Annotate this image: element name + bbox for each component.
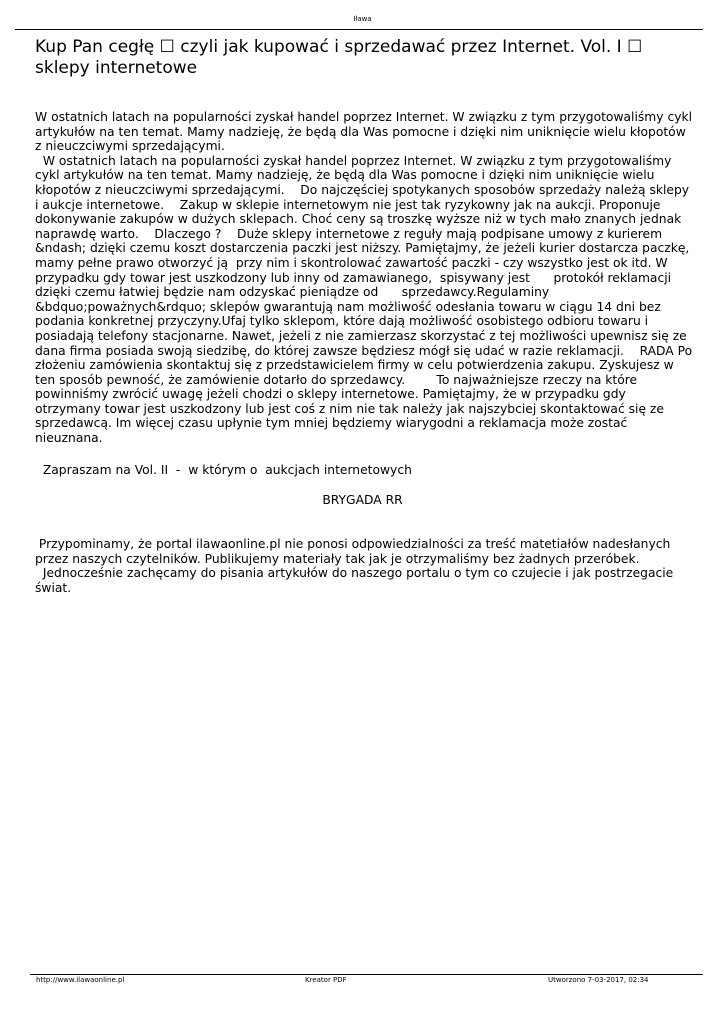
header-site-name: Iława bbox=[353, 15, 372, 23]
disclaimer-line: Jednocześnie zachęcamy do pisania artykułów do naszego portalu o tym co czujecie i jak postrzegacie świat. bbox=[35, 566, 678, 595]
footer-generator: Kreator PDF bbox=[305, 976, 347, 984]
article-title: Kup Pan cegłę ☐ czyli jak kupować i sprzedawać przez Internet. Vol. I ☐ sklepy internetowe bbox=[35, 37, 643, 78]
article-signature: BRYGADA RR bbox=[322, 493, 403, 507]
article-body bbox=[35, 110, 695, 446]
portal-disclaimer bbox=[35, 537, 695, 595]
article-paragraph-intro: W ostatnich latach na popularności zyskał handel poprzez Internet. W związku z tym przygotowaliśmy cykl artykułów na ten temat. Mamy nadzieję, że będą dla Was pomocne i dzięki nim uniknięcie wielu kłopotów z nieuczciwymi sprzedającymi. bbox=[35, 110, 696, 154]
header-divider bbox=[15, 29, 703, 30]
disclaimer-line: Przypominamy, że portal ilawaonline.pl nie ponosi odpowiedzialności za treść matetiałów nadesłanych przez naszych czytelników. Publikujemy materiały tak jak je otrzymaliśmy bez żadnych przeróbek. bbox=[35, 537, 675, 566]
article-paragraph-main: W ostatnich latach na popularności zyskał handel poprzez Internet. W związku z tym przygotowaliśmy cykl artykułów na ten temat. Mamy nadzieję, że będą dla Was pomocne i dzięki nim uniknięcie wielu kłopotów z nieuczciwymi sprzedającymi. Do najczęściej spotykanych sposobów sprzedaży należą sklepy i aukcje internetowe. Zakup w sklepie internetowym nie jest tak ryzykowny jak na aukcji. Proponuje dokonywanie zakupów w dużych sklepach. Choć ceny są troszkę wyższe niż w tych mało znanych jednak naprawdę warto. Dlaczego ? Duże sklepy internetowe z reguły mają podpisane umowy z kurierem &ndash; dzięki czemu koszt dostarczenia paczki jest niższy. Pamiętajmy, że jeżeli kurier dostarcza paczkę, mamy pełne prawo otworzyć ją przy nim i skontrolować zawartość paczki - czy wszystko jest ok itd. W przypadku gdy towar jest uszkodzony lub inny od zamawianego, spisywany jest protokół reklamacji dzięki czemu łatwiej będzie nam odzyskać pieniądze od sprzedawcy.Regulaminy &bdquo;poważnych&rdquo; sklepów gwarantują nam możliwość odesłania towaru w ciągu 14 dni bez podania konkretnej przyczyny.Ufaj tylko sklepom, które dają możliwość osobistego odbioru towaru i posiadają telefony stacjonarne. Nawet, jeżeli z nie zamierzasz skorzystać z tej możliwości upewnisz się ze dana firma posiada swoją siedzibę, do której zawsze będziesz mógł się udać w razie reklamacji. RADA Po złożeniu zamówienia skontaktuj się z przedstawicielem firmy w celu potwierdzenia zakupu. Zyskujesz w ten sposób pewność, że zamówienie dotarło do sprzedawcy. To najważniejsze rzeczy na które powinniśmy zwrócić uwagę jeżeli chodzi o sklepy internetowe. Pamiętajmy, że w przypadku gdy otrzymany towar jest uszkodzony lub jest coś z nim nie tak należy jak najszybciej skontaktować się ze sprzedawcą. Im więcej czasu upłynie tym mniej będziemy wiarygodni a reklamacja może zostać nieuznana. bbox=[35, 153, 697, 446]
article-next-part-invite: Zapraszam na Vol. II - w którym o aukcjach internetowych bbox=[35, 463, 412, 477]
footer-divider bbox=[30, 974, 703, 975]
footer-url-link[interactable]: http://www.ilawaonline.pl bbox=[36, 976, 125, 984]
footer-created-date: Utworzono 7-03-2017, 02:34 bbox=[548, 976, 649, 984]
